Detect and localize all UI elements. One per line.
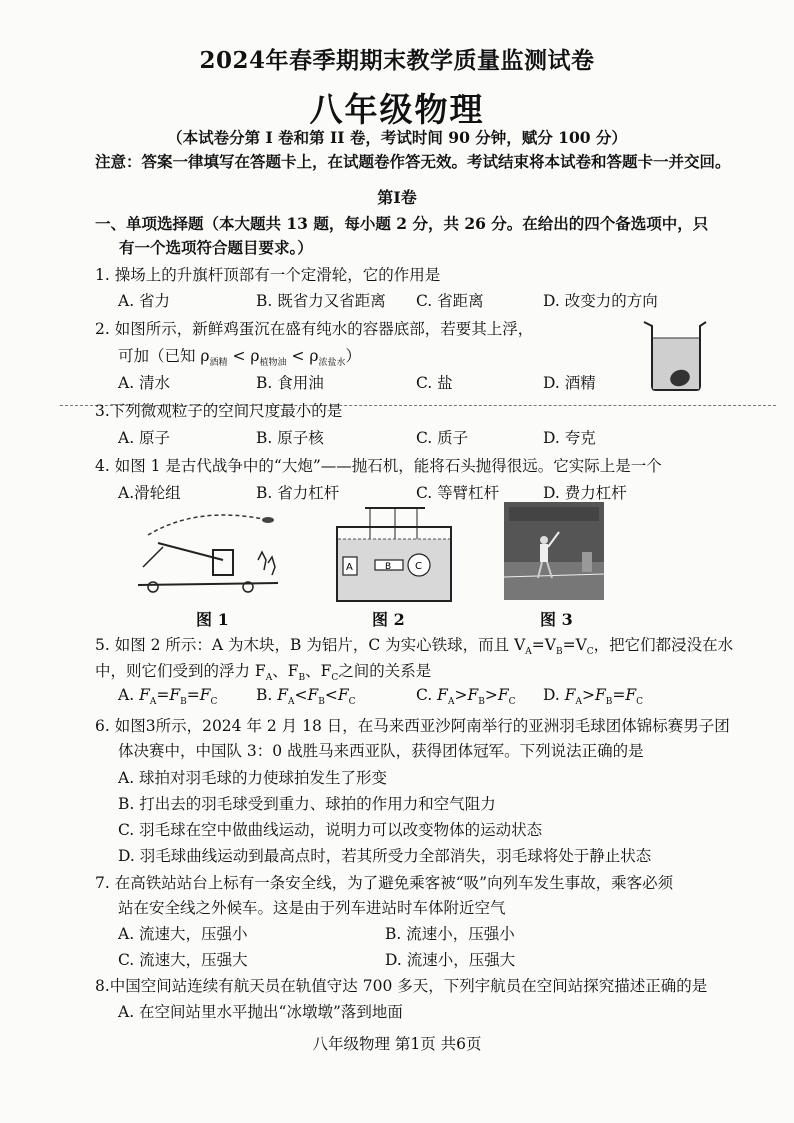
figure-1-caption: 图 1 (196, 610, 229, 629)
q5-stem1: 5. 如图 2 所示：A 为木块，B 为铝片，C 为实心铁球，而且 V (95, 636, 526, 654)
q7-option-a: A. 流速大，压强小 (118, 925, 248, 943)
figure-1-trebuchet (128, 505, 298, 600)
instructions-line-1: 一、单项选择题（本大题共 13 题，每小题 2 分，共 26 分。在给出的四个备选项中，只 (95, 214, 709, 233)
q5-sub-vc: C (586, 647, 594, 658)
beaker-egg-figure (640, 318, 712, 392)
q1-option-b: B. 既省力又省距离 (256, 292, 386, 310)
q5-c-op2: > (484, 686, 498, 704)
projectile-arc (148, 515, 268, 535)
q2-sub-brine: 浓盐水 (318, 358, 346, 369)
q5-b-s3: C (348, 697, 356, 708)
q5-d-prefix: D. (543, 686, 565, 704)
q5-c-s3: C (508, 697, 516, 708)
q5-stem2-end: 之间的关系是 (338, 662, 432, 680)
q4-stem: 4. 如图 1 是古代战争中的“大炮”——抛石机，能将石头抛得很远。它实际上是一个 (95, 457, 662, 475)
section-instructions (95, 212, 735, 260)
q5-option-a (118, 686, 217, 707)
q5-a-s3: C (210, 697, 218, 708)
q7-stem-line-2: 站在安全线之外候车。这是由于列车进站时车体附近空气 (118, 899, 506, 917)
q5-c-f2: F (467, 686, 479, 704)
q4-option-a: A.滑轮组 (118, 484, 181, 502)
q5-c-op1: > (454, 686, 468, 704)
q5-d-op1: > (582, 686, 595, 704)
sling-rope (143, 547, 163, 567)
q2-option-a: A. 清水 (118, 374, 171, 392)
q6-option-b: B. 打出去的羽毛球受到重力、球拍的作用力和空气阻力 (118, 795, 496, 813)
q5-a-f2: F (169, 686, 181, 704)
section-title: 第Ⅰ卷 (377, 188, 417, 207)
q4-option-b: B. 省力杠杆 (256, 484, 340, 502)
q6-option-d: D. 羽毛球曲线运动到最高点时，若其所受力全部消失，羽毛球将处于静止状态 (118, 847, 652, 865)
q5-b-s1: A (288, 697, 295, 708)
q5-d-op2: = (612, 686, 626, 704)
q5-b-op2: < (324, 686, 338, 704)
exam-info: （本试卷分第 I 卷和第 II 卷，考试时间 90 分钟，赋分 100 分） (167, 128, 627, 147)
q2-lt-2: < ρ (286, 347, 319, 365)
q3-option-d: D. 夸克 (543, 429, 596, 447)
q5-a-prefix: A. (118, 686, 140, 704)
q5-d-s1: A (575, 697, 582, 708)
q3-option-a: A. 原子 (118, 429, 171, 447)
q8-option-a: A. 在空间站里水平抛出“冰墩墩”落到地面 (118, 1003, 403, 1021)
q5-stem-line-2 (95, 659, 431, 683)
instructions-line-2: 有一个选项符合题目要求。） (119, 238, 313, 257)
q2-prefix: 可加（已知 ρ (118, 347, 210, 365)
q5-sub-fc: C (331, 673, 339, 684)
q5-d-f1: F (564, 686, 576, 704)
q5-b-f1: F (277, 686, 289, 704)
q2-lt-1: < ρ (227, 347, 260, 365)
q8-stem: 8.中国空间站连续有航天员在轨值守达 700 多天，下列宇航员在空间站探究描述正确的是 (95, 977, 708, 995)
q3-option-b: B. 原子核 (256, 429, 324, 447)
q5-sep-2: 、F (305, 662, 332, 680)
q5-c-s1: A (447, 697, 455, 708)
wheel-1 (148, 582, 158, 592)
stands (509, 507, 599, 521)
figure-3-caption: 图 3 (540, 610, 573, 629)
q5-c-s2: B (478, 697, 485, 708)
q3-option-c: C. 质子 (416, 429, 469, 447)
q5-eq-2: =V (562, 636, 587, 654)
player-body (540, 544, 548, 562)
q6-option-a: A. 球拍对羽毛球的力使球拍发生了形变 (118, 769, 388, 787)
q2-suffix: ） (345, 347, 362, 365)
q5-a-s1: A (149, 697, 157, 708)
q7-option-d: D. 流速小，压强大 (385, 951, 516, 969)
q5-c-f3: F (497, 686, 509, 704)
exam-notice: 注意：答案一律填写在答题卡上，在试题卷作答无效。考试结束将本试卷和答题卡一并交回。 (95, 152, 731, 171)
q5-a-f3: F (199, 686, 211, 704)
q1-option-a: A. 省力 (118, 292, 171, 310)
q1-stem: 1. 操场上的升旗杆顶部有一个定滑轮，它的作用是 (95, 266, 441, 284)
q2-option-b: B. 食用油 (256, 374, 324, 392)
page-footer: 八年级物理 第1页 共6页 (312, 1035, 482, 1053)
player-head (540, 536, 548, 544)
label-a: A (346, 562, 353, 573)
frame (213, 550, 233, 575)
q4-option-c: C. 等臂杠杆 (416, 484, 500, 502)
q5-eq-1: =V (531, 636, 556, 654)
exam-title: 2024年春季期期末教学质量监测试卷 (199, 47, 595, 74)
label-b: B (385, 562, 392, 572)
q7-stem-line-1: 7. 在高铁站站台上标有一条安全线，为了避免乘客被“吸”向列车发生事故，乘客必须 (95, 874, 674, 892)
stone (262, 517, 274, 523)
q5-stem-line-1 (95, 633, 733, 657)
q7-option-c: C. 流速大，压强大 (118, 951, 248, 969)
q5-b-f2: F (307, 686, 319, 704)
q5-a-s2: B (180, 697, 187, 708)
q5-d-s3: C (636, 697, 644, 708)
q5-d-s2: B (605, 697, 613, 708)
q6-stem-line-2: 体决赛中，中国队 3：0 战胜马来西亚队，获得团体冠军。下列说法正确的是 (118, 742, 644, 760)
base-beam (138, 583, 278, 585)
q2-sub-alcohol: 酒精 (209, 358, 228, 369)
figure-2-caption: 图 2 (372, 610, 405, 629)
q1-option-d: D. 改变力的方向 (543, 292, 658, 310)
q5-b-prefix: B. (256, 686, 278, 704)
q5-d-f3: F (625, 686, 637, 704)
q5-b-op1: < (294, 686, 308, 704)
subject-title: 八年级物理 (309, 90, 485, 129)
q5-c-f1: F (437, 686, 448, 704)
q5-option-b (256, 686, 356, 707)
bystander (582, 552, 592, 572)
q5-b-s2: B (318, 697, 325, 708)
q5-b-f3: F (337, 686, 349, 704)
q3-stem: 3.下列微观粒子的空间尺度最小的是 (95, 402, 343, 420)
q2-sub-oil: 植物油 (259, 358, 287, 369)
q2-option-c: C. 盐 (416, 374, 453, 392)
soldiers (258, 552, 275, 575)
q6-option-c: C. 羽毛球在空中做曲线运动，说明力可以改变物体的运动状态 (118, 821, 543, 839)
q5-stem1-end: ，把它们都浸没在水 (593, 636, 734, 654)
q5-sub-vb: B (555, 647, 563, 658)
label-c: C (415, 561, 422, 572)
q2-option-d: D. 酒精 (543, 374, 596, 392)
q5-sep-1: 、F (272, 662, 299, 680)
q5-sub-fa: A (265, 673, 273, 684)
q5-a-f1: F (139, 686, 150, 704)
figure-3-badminton-photo (504, 502, 604, 600)
figure-2-immersed-objects (335, 505, 453, 603)
q4-option-d: D. 费力杠杆 (543, 484, 627, 502)
q5-c-prefix: C. (416, 686, 438, 704)
q2-stem-line-2 (118, 344, 361, 368)
q5-option-d (543, 686, 643, 707)
q1-option-c: C. 省距离 (416, 292, 484, 310)
q5-a-op2: = (186, 686, 200, 704)
q5-a-op1: = (156, 686, 170, 704)
q5-stem2: 中，则它们受到的浮力 F (95, 662, 266, 680)
q5-sub-va: A (525, 647, 532, 658)
q5-sub-fb: B (298, 673, 306, 684)
q2-stem-line-1: 2. 如图所示，新鲜鸡蛋沉在盛有纯水的容器底部，若要其上浮， (95, 320, 534, 338)
q6-stem-line-1: 6. 如图3所示，2024 年 2 月 18 日，在马来西亚沙阿南举行的亚洲羽毛球团体锦标赛男子团 (95, 717, 730, 735)
q7-option-b: B. 流速小，压强小 (385, 925, 515, 943)
q5-d-f2: F (595, 686, 606, 704)
q5-option-c (416, 686, 515, 707)
